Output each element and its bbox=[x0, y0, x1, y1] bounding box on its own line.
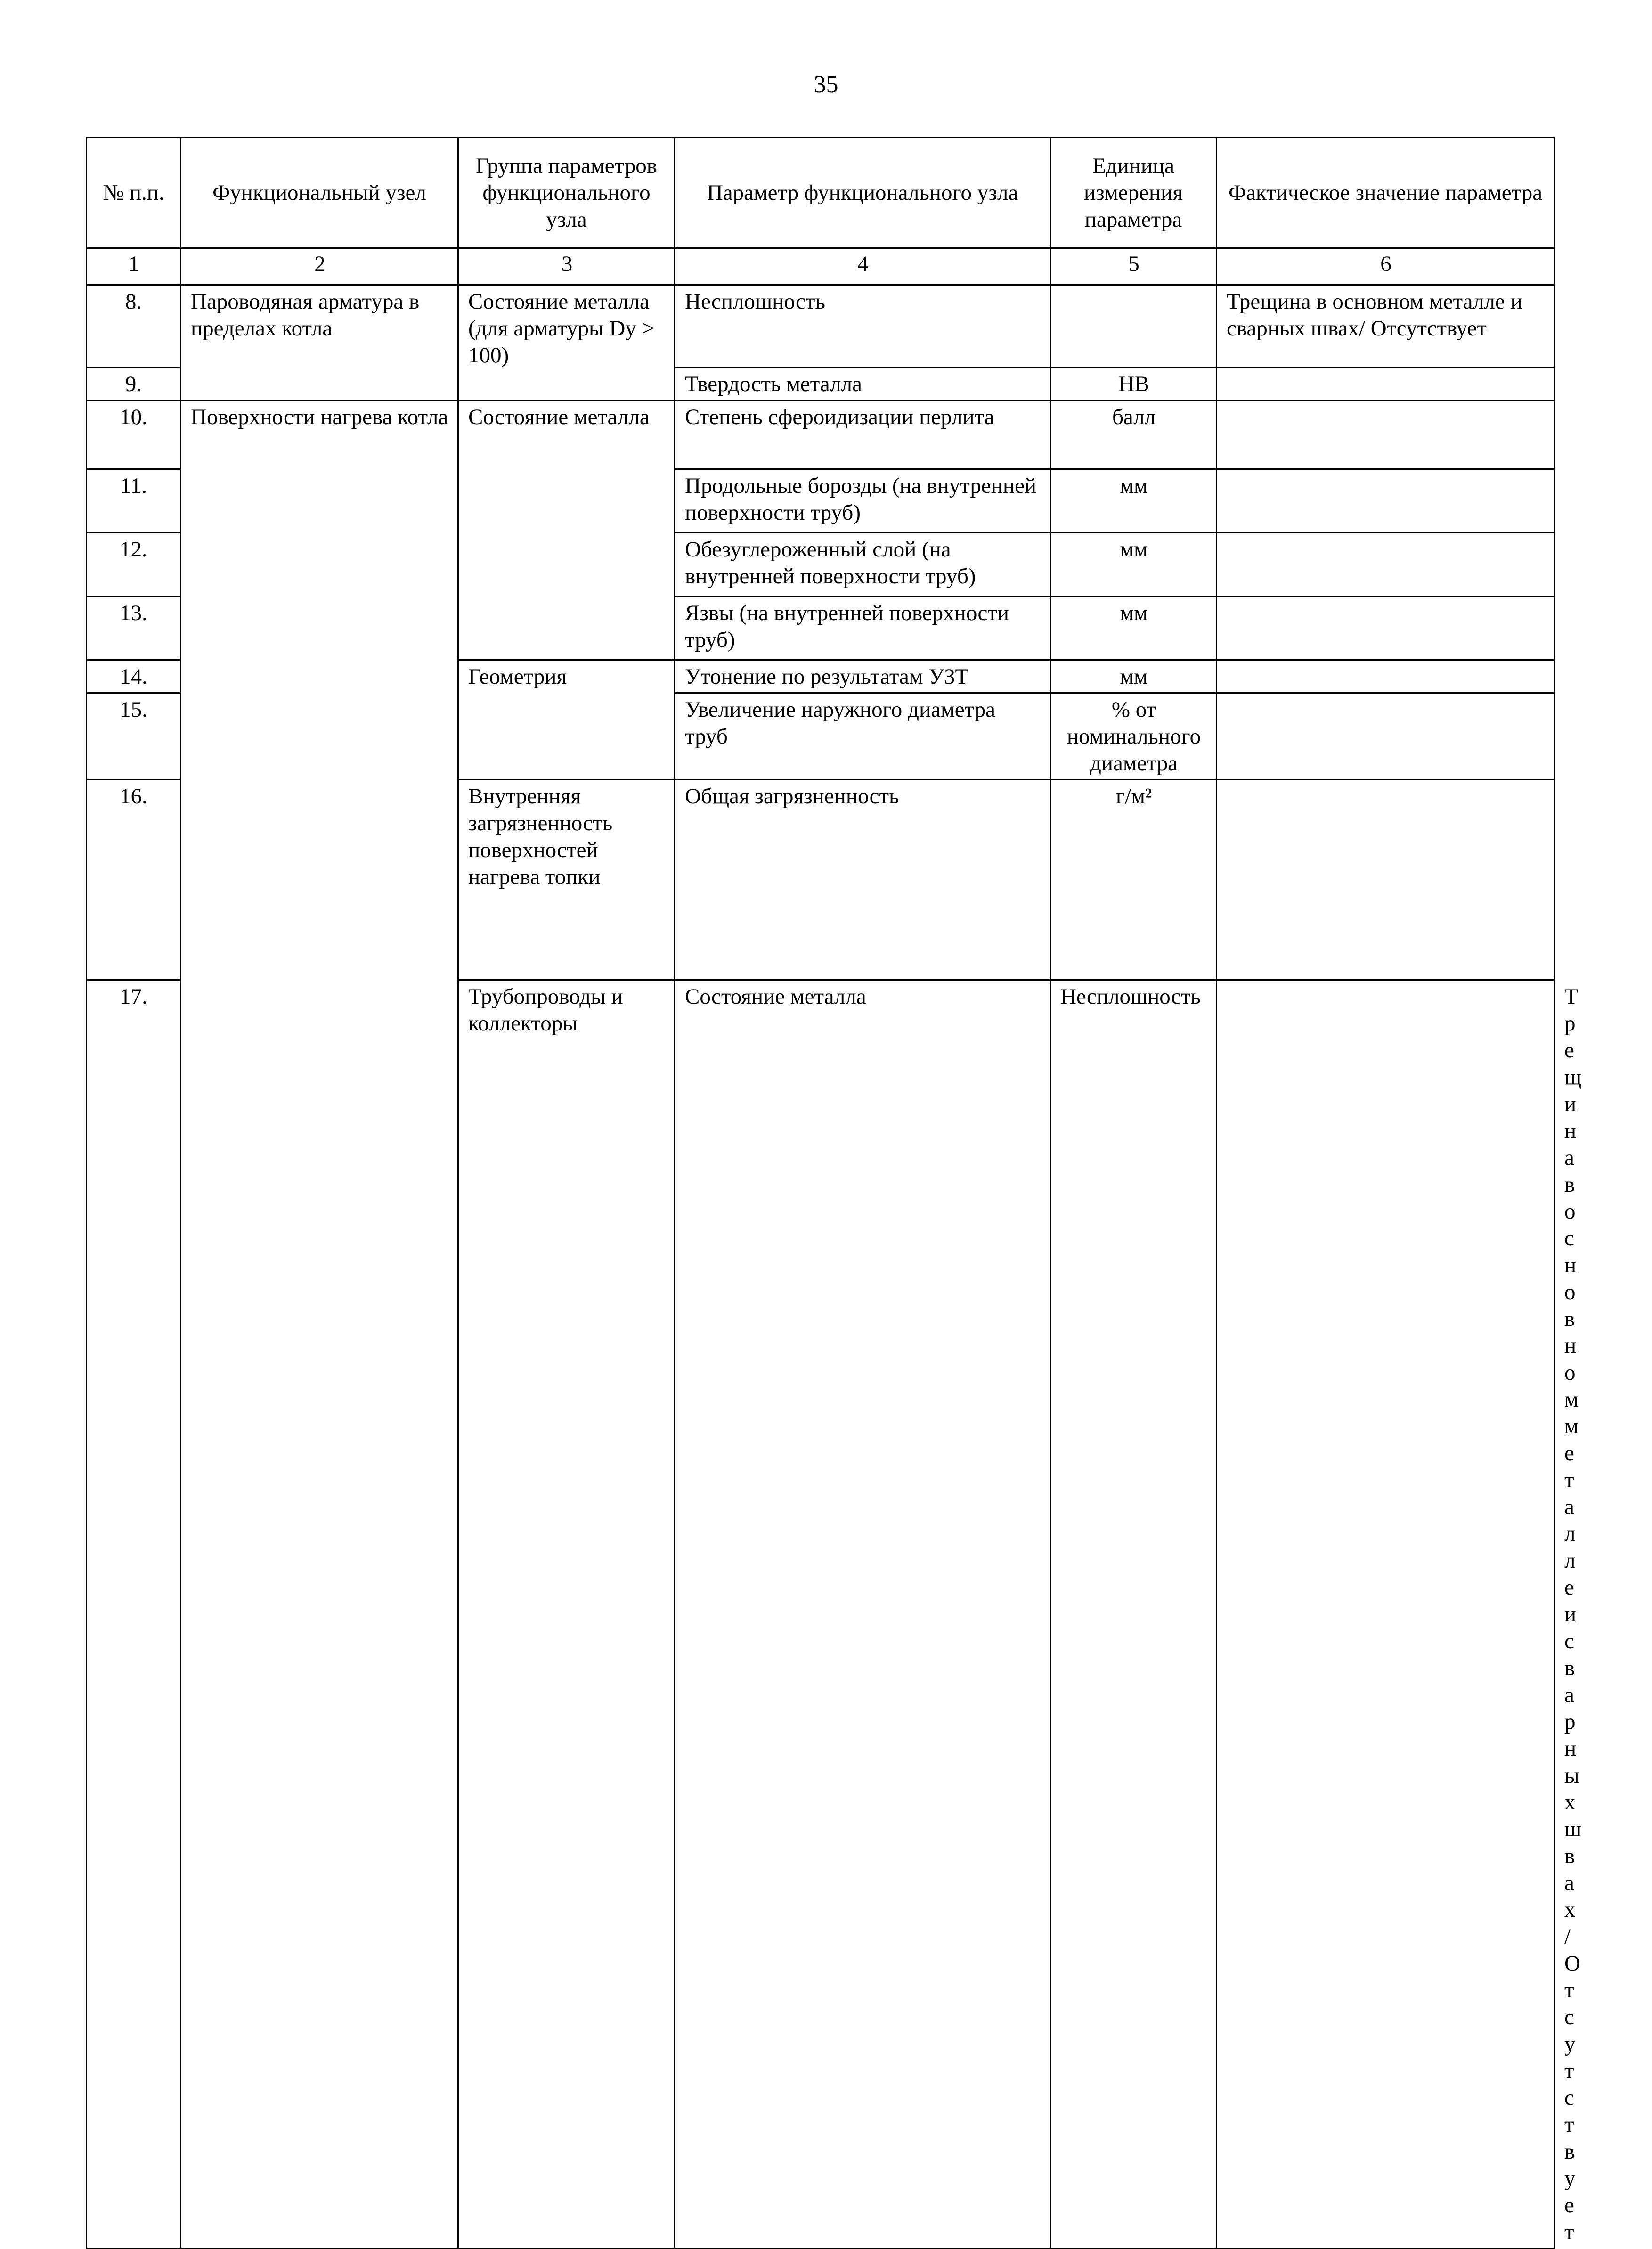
column-numbers-row bbox=[87, 248, 1554, 285]
parameter-name: Несплошность bbox=[675, 285, 1050, 368]
header-actual: Фактическое значение параметра bbox=[1217, 138, 1554, 248]
actual-value bbox=[1217, 368, 1554, 401]
parameter-name: Продольные борозды (на внутренней поверхности труб) bbox=[675, 469, 1050, 533]
header-param: Параметр функционального узла bbox=[675, 138, 1050, 248]
header-measure: Единица измерения параметра bbox=[1050, 138, 1217, 248]
parameter-name: Утонение по результатам УЗТ bbox=[675, 660, 1050, 693]
measure-unit: мм bbox=[1050, 660, 1217, 693]
parameter-name: Несплошность bbox=[1050, 980, 1217, 2249]
parameter-name: Язвы (на внутренней поверхности труб) bbox=[675, 597, 1050, 660]
measure-unit: мм bbox=[1050, 469, 1217, 533]
measure-unit: % от номинального диаметра bbox=[1050, 693, 1217, 780]
parameter-name: Общая загрязненность bbox=[675, 780, 1050, 980]
actual-value bbox=[1217, 693, 1554, 780]
actual-value bbox=[1217, 401, 1554, 469]
row-number: 11. bbox=[87, 469, 181, 533]
col-number: 2 bbox=[181, 248, 458, 285]
table-row: 17. Трубопроводы и коллекторы Состояние металла Несплошность Трещина в основном металле и сварных швах/ Отсутствует bbox=[87, 980, 1554, 2249]
header-unit: Функциональный узел bbox=[181, 138, 458, 248]
col-number: 6 bbox=[1217, 248, 1554, 285]
parameter-group: Состояние металла bbox=[458, 401, 675, 660]
row-number: 16. bbox=[87, 780, 181, 980]
table-row bbox=[87, 401, 1554, 469]
row-number: 12. bbox=[87, 533, 181, 597]
row-number: 10. bbox=[87, 401, 181, 469]
row-number: 15. bbox=[87, 693, 181, 780]
row-number: 8. bbox=[87, 285, 181, 368]
row-number: 9. bbox=[87, 368, 181, 401]
row-number: 17. bbox=[87, 980, 181, 2249]
col-number: 5 bbox=[1050, 248, 1217, 285]
row-number: 14. bbox=[87, 660, 181, 693]
measure-unit: балл bbox=[1050, 401, 1217, 469]
parameter-group: Внутренняя загрязненность поверхностей нагрева топки bbox=[458, 780, 675, 980]
measure-unit: НВ bbox=[1050, 368, 1217, 401]
col-number: 4 bbox=[675, 248, 1050, 285]
actual-value bbox=[1217, 533, 1554, 597]
parameter-name: Обезуглероженный слой (на внутренней поверхности труб) bbox=[675, 533, 1050, 597]
header-group: Группа параметров функционального узла bbox=[458, 138, 675, 248]
col-number: 3 bbox=[458, 248, 675, 285]
measure-unit: мм bbox=[1050, 533, 1217, 597]
parameter-name: Степень сфероидизации перлита bbox=[675, 401, 1050, 469]
parameter-name: Увеличение наружного диаметра труб bbox=[675, 693, 1050, 780]
parameter-group: Состояние металла (для арматуры Dy > 100) bbox=[458, 285, 675, 401]
actual-value bbox=[1217, 780, 1554, 980]
functional-unit: Пароводяная арматура в пределах котла bbox=[181, 285, 458, 401]
parameter-group: Состояние металла bbox=[675, 980, 1050, 2249]
measure-unit: г/м² bbox=[1050, 780, 1217, 980]
measure-unit bbox=[1217, 980, 1554, 2249]
table-row bbox=[87, 285, 1554, 368]
header-row bbox=[87, 138, 1554, 248]
actual-value bbox=[1217, 660, 1554, 693]
actual-value: Трещина в основном металле и сварных швах/ Отсутствует bbox=[1217, 285, 1554, 368]
parameter-group: Геометрия bbox=[458, 660, 675, 780]
functional-unit: Поверхности нагрева котла bbox=[181, 401, 458, 2249]
actual-value bbox=[1217, 469, 1554, 533]
parameters-table bbox=[86, 137, 1582, 2249]
header-num: № п.п. bbox=[87, 138, 181, 248]
parameter-name: Твердость металла bbox=[675, 368, 1050, 401]
functional-unit: Трубопроводы и коллекторы bbox=[458, 980, 675, 2249]
row-number: 13. bbox=[87, 597, 181, 660]
col-number: 1 bbox=[87, 248, 181, 285]
actual-value bbox=[1217, 597, 1554, 660]
measure-unit bbox=[1050, 285, 1217, 368]
page-number: 35 bbox=[814, 71, 838, 98]
measure-unit: мм bbox=[1050, 597, 1217, 660]
